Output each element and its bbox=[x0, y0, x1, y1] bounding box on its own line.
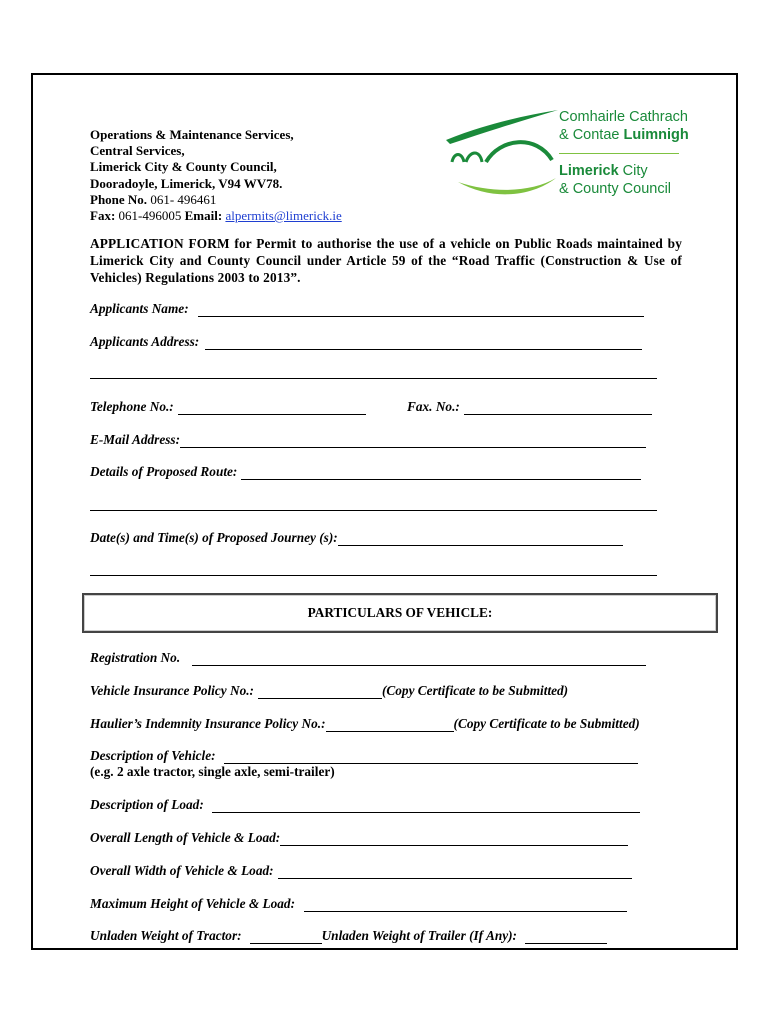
description-label: Description of Vehicle: bbox=[90, 748, 216, 763]
fax-field bbox=[407, 399, 652, 415]
logo-line-3b: City bbox=[618, 163, 648, 179]
load-field bbox=[90, 797, 640, 813]
logo-line-3 bbox=[559, 162, 671, 180]
dates-field bbox=[90, 530, 623, 546]
applicant-address-input[interactable] bbox=[205, 338, 642, 350]
telephone-input[interactable] bbox=[178, 403, 366, 415]
logo-line-4: & County Council bbox=[559, 181, 672, 197]
route-input[interactable] bbox=[241, 468, 641, 480]
description-example: (e.g. 2 axle tractor, single axle, semi-trailer) bbox=[90, 764, 335, 779]
route-field bbox=[90, 464, 641, 480]
logo-line-2 bbox=[559, 126, 689, 144]
height-input[interactable] bbox=[304, 900, 627, 912]
council-address bbox=[90, 127, 342, 224]
form-title: APPLICATION FORM for Permit to authorise the use of a vehicle on Public Roads maintained by Limerick City and County Council under Article 59 of the “Road Traffic (Construction & Use of Vehicles) Regulations 2003 to 2013”. bbox=[90, 236, 682, 285]
length-field bbox=[90, 830, 628, 846]
tractor-weight-label: Unladen Weight of Tractor: bbox=[90, 928, 242, 943]
fax-value: 061-496005 bbox=[115, 208, 185, 224]
haulier-label: Haulier’s Indemnity Insurance Policy No.: bbox=[90, 716, 326, 731]
telephone-label: Telephone No.: bbox=[90, 399, 174, 414]
address-line-1: Operations & Maintenance Services, bbox=[90, 127, 294, 142]
fax-input[interactable] bbox=[464, 403, 652, 415]
swoosh-logo-icon bbox=[440, 104, 560, 204]
height-label: Maximum Height of Vehicle & Load: bbox=[90, 896, 295, 911]
registration-field bbox=[90, 650, 646, 666]
email-label: Email: bbox=[184, 208, 223, 224]
route-line-2[interactable] bbox=[90, 510, 657, 511]
width-field bbox=[90, 863, 632, 879]
email-field bbox=[90, 432, 646, 448]
trailer-weight-label: Unladen Weight of Trailer (If Any): bbox=[321, 928, 517, 943]
vehicle-section-heading bbox=[82, 593, 718, 633]
length-label: Overall Length of Vehicle & Load: bbox=[90, 830, 281, 845]
description-input[interactable] bbox=[224, 752, 638, 764]
fax-email-line bbox=[90, 208, 342, 224]
fax-label: Fax: bbox=[90, 208, 116, 224]
width-input[interactable] bbox=[278, 867, 632, 879]
email-input[interactable] bbox=[180, 436, 646, 448]
logo-line-2a: & Contae bbox=[559, 127, 624, 143]
vehicle-section-heading-text: PARTICULARS OF VEHICLE: bbox=[307, 605, 493, 620]
logo-line-1: Comhairle Cathrach bbox=[559, 109, 688, 125]
address-line-4: Dooradoyle, Limerick, V94 WV78. bbox=[90, 175, 283, 191]
width-label: Overall Width of Vehicle & Load: bbox=[90, 863, 274, 878]
dates-line-2[interactable] bbox=[90, 575, 657, 576]
logo-english-name bbox=[559, 162, 671, 198]
height-field bbox=[90, 896, 627, 912]
applicant-name-field bbox=[90, 301, 644, 317]
length-input[interactable] bbox=[280, 834, 628, 846]
phone-value: 061- 496461 bbox=[147, 191, 217, 207]
dates-label: Date(s) and Time(s) of Proposed Journey (s): bbox=[90, 530, 338, 545]
insurance-input[interactable] bbox=[258, 687, 382, 699]
route-label: Details of Proposed Route: bbox=[90, 464, 238, 479]
weight-field bbox=[90, 928, 607, 944]
telephone-field bbox=[90, 399, 366, 415]
trailer-weight-input[interactable] bbox=[525, 932, 607, 944]
insurance-note: (Copy Certificate to be Submitted) bbox=[381, 683, 569, 698]
email-label-field: E-Mail Address: bbox=[90, 432, 181, 447]
applicant-name-label: Applicants Name: bbox=[90, 301, 189, 316]
load-input[interactable] bbox=[212, 801, 640, 813]
load-label: Description of Load: bbox=[90, 797, 204, 812]
registration-input[interactable] bbox=[192, 654, 646, 666]
tractor-weight-input[interactable] bbox=[250, 932, 322, 944]
applicant-address-line-2[interactable] bbox=[90, 378, 657, 379]
address-line-2: Central Services, bbox=[90, 143, 185, 159]
applicant-address-label: Applicants Address: bbox=[90, 334, 200, 349]
logo-line-2b: Luimnigh bbox=[623, 127, 689, 143]
logo-irish-name bbox=[559, 108, 689, 144]
fax-label-field: Fax. No.: bbox=[407, 399, 460, 414]
insurance-field bbox=[90, 683, 568, 699]
haulier-field bbox=[90, 716, 640, 732]
logo-divider bbox=[559, 153, 689, 155]
haulier-note: (Copy Certificate to be Submitted) bbox=[453, 716, 640, 731]
applicant-name-input[interactable] bbox=[198, 305, 644, 317]
registration-label: Registration No. bbox=[90, 650, 181, 665]
dates-input[interactable] bbox=[338, 534, 623, 546]
phone-line bbox=[90, 192, 342, 208]
council-logo bbox=[440, 104, 690, 204]
insurance-label: Vehicle Insurance Policy No.: bbox=[90, 683, 254, 698]
applicant-address-field bbox=[90, 334, 642, 350]
description-field bbox=[90, 748, 638, 764]
haulier-input[interactable] bbox=[326, 720, 454, 732]
phone-label: Phone No. bbox=[90, 191, 148, 207]
address-line-3: Limerick City & County Council, bbox=[90, 159, 277, 175]
email-link[interactable]: alpermits@limerick.ie bbox=[225, 208, 342, 224]
logo-line-3a: Limerick bbox=[559, 163, 619, 179]
